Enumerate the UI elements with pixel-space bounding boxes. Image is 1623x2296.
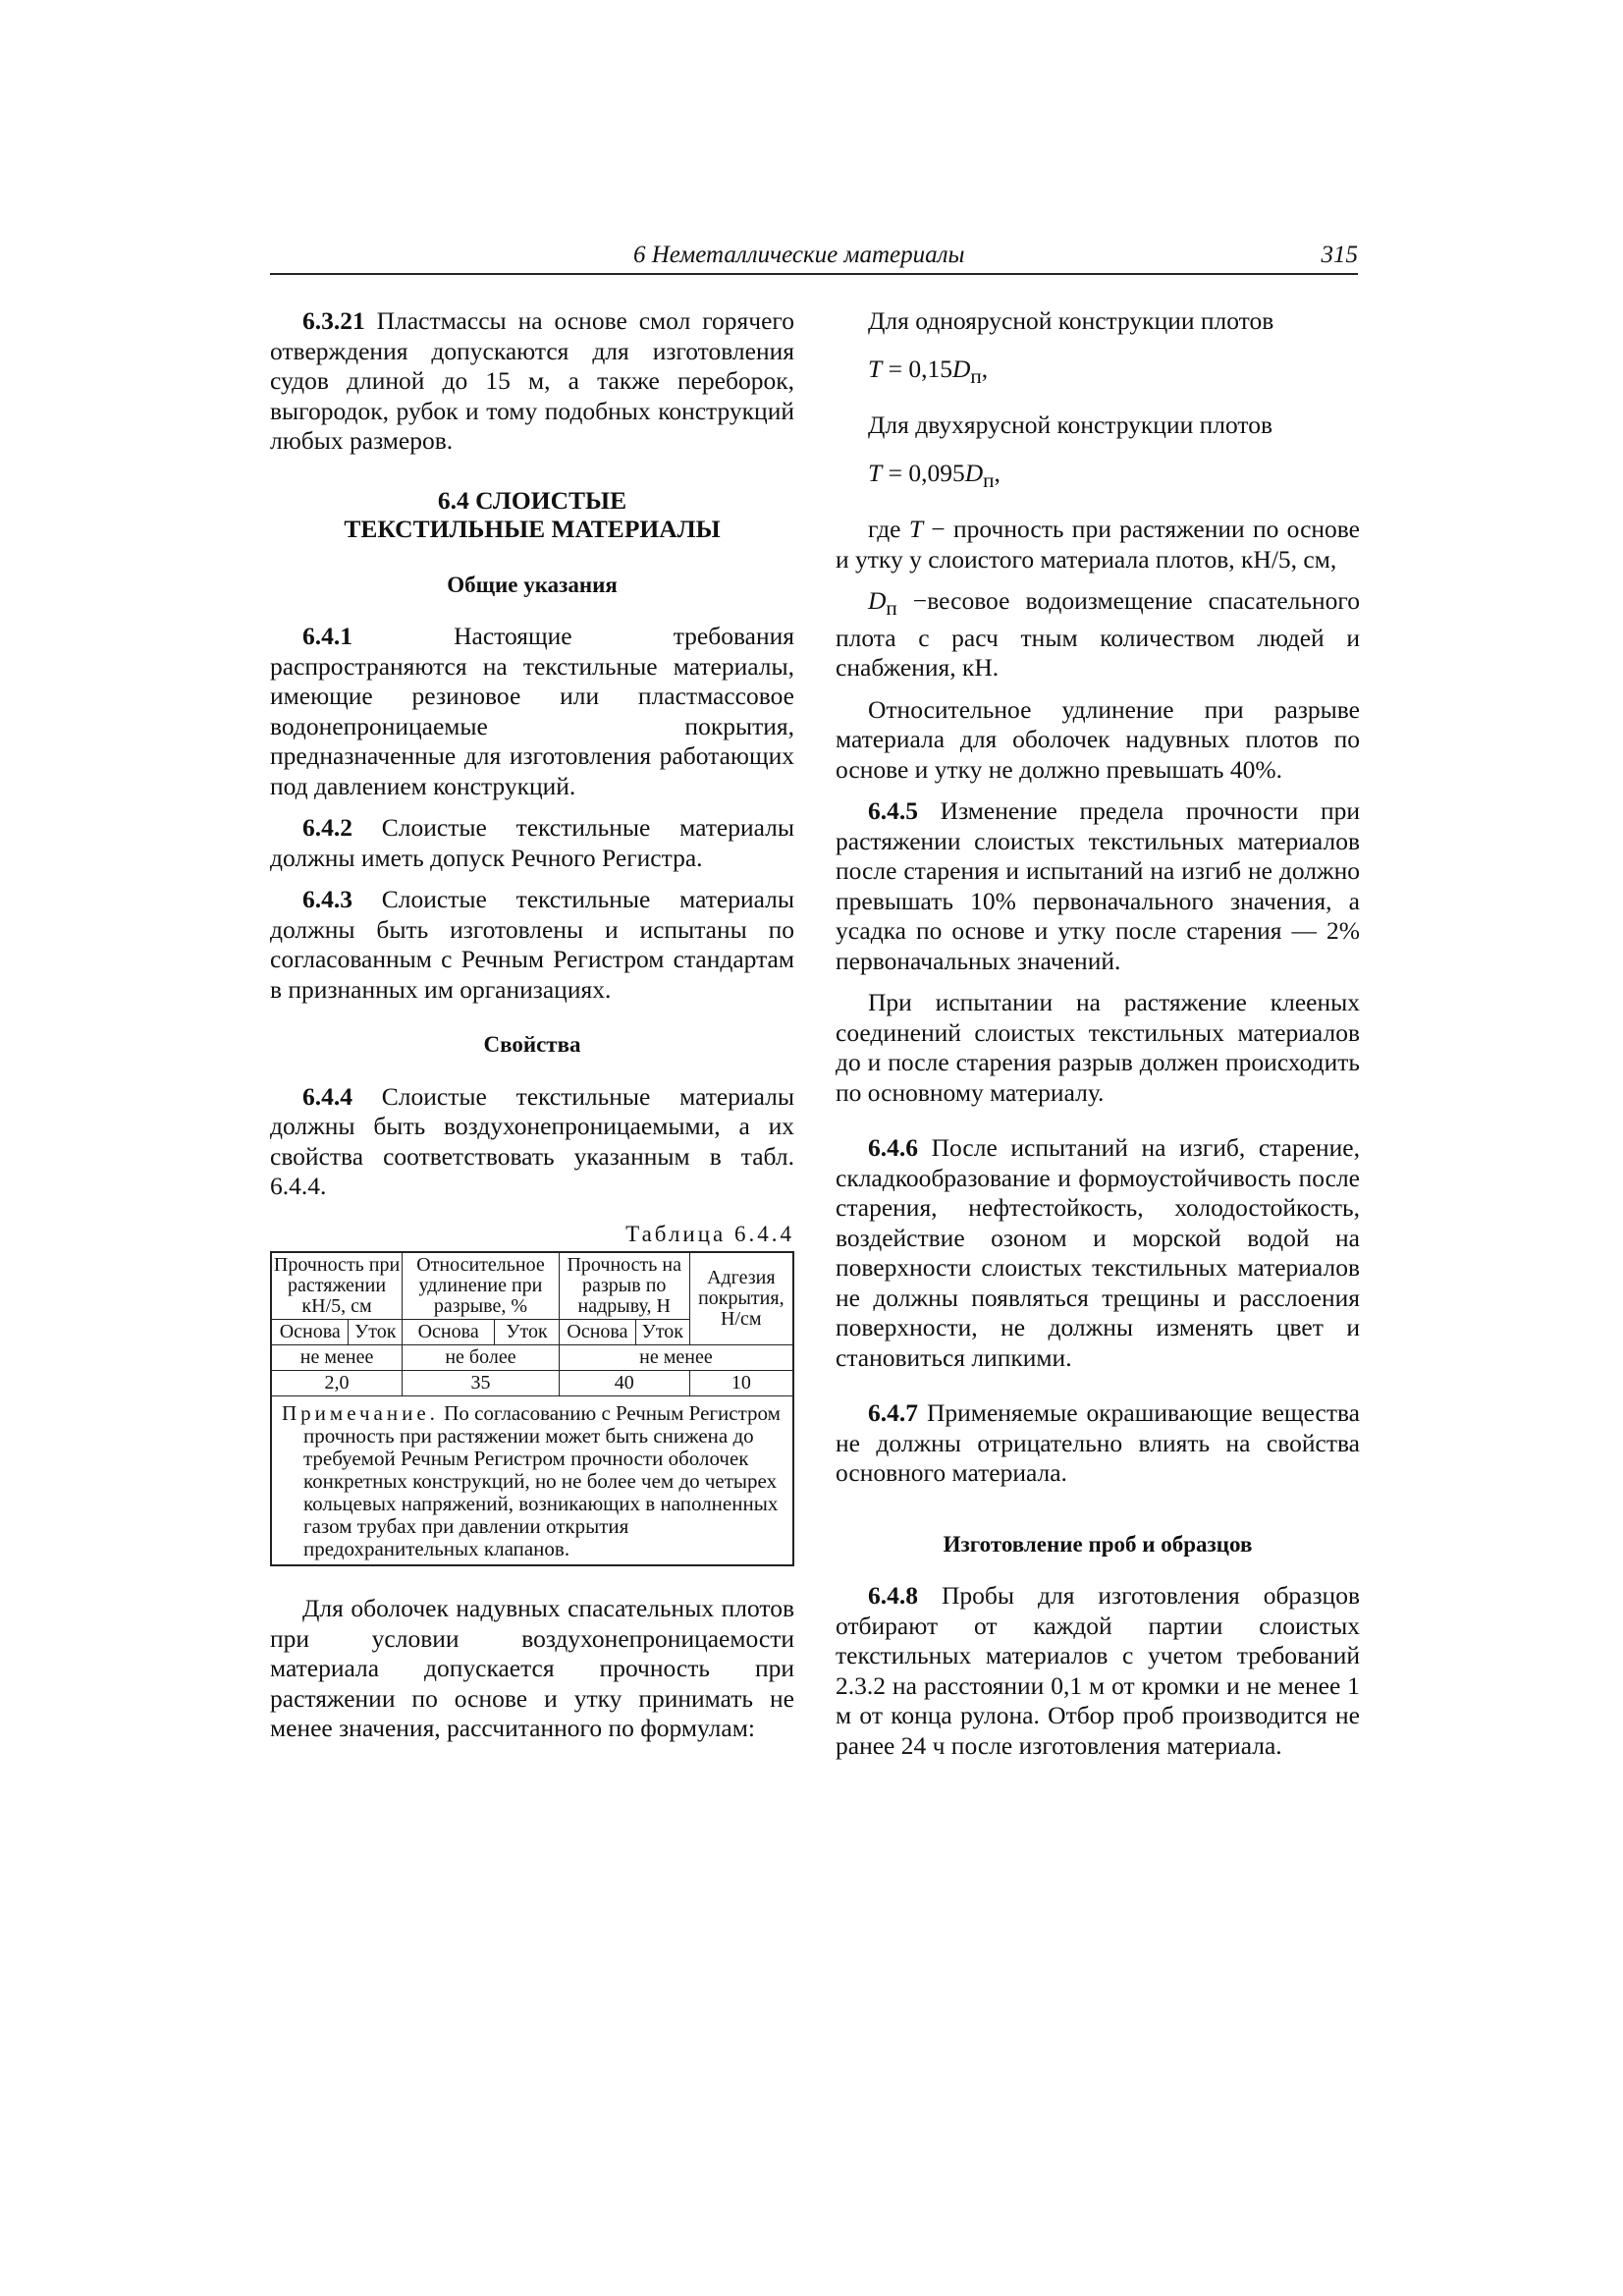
table-note	[271, 1396, 793, 1566]
definition-text: − прочность при растяжении по основе и утку у слоистого материала плотов, кН/5, см,	[836, 515, 1360, 574]
clause-number: 6.3.21	[302, 306, 365, 335]
left-column	[270, 306, 794, 1756]
header-adhesion: Адгезия покрытия, Н/см	[689, 1252, 793, 1345]
subheading-properties: Свойства	[483, 1032, 581, 1057]
formula-variable: D	[868, 586, 887, 616]
table-caption: Таблица 6.4.4	[625, 1221, 794, 1246]
section-heading-line2: ТЕКСТИЛЬНЫЕ МАТЕРИАЛЫ	[344, 514, 721, 543]
subheader-weft: Уток	[495, 1320, 560, 1345]
paragraph-glued: При испытании на растяжение клееных соединений слоистых текстильных материалов до и после старения разрыв должен происходить по основному материалу.	[836, 988, 1360, 1107]
clause-6-4-4	[270, 1082, 794, 1202]
limit-min: не менее	[271, 1345, 403, 1371]
properties-table	[270, 1251, 794, 1566]
clause-number: 6.4.5	[868, 796, 918, 826]
value-adhesion: 10	[689, 1371, 793, 1396]
header-strength: Прочность при растяжении кН/5, см	[271, 1252, 403, 1320]
section-heading-line1: 6.4 СЛОИСТЫЕ	[437, 485, 627, 515]
formula-variable: D	[964, 458, 984, 487]
formula-variable: T	[868, 458, 883, 487]
where-definition-t	[836, 515, 1360, 574]
formula-double-tier	[868, 459, 1360, 496]
table-limits-row	[271, 1345, 793, 1371]
header-elongation: Относительное удлинение при разрыве, %	[403, 1252, 560, 1320]
formula-subscript: п	[983, 467, 995, 492]
page-number: 315	[1321, 242, 1358, 268]
paragraph-rafts: Для оболочек надувных спасательных плотов при условии воздухонепроницаемости материала допускается прочность при растяжении по основе и утку принимать не менее значения, рассчитанного по формулам:	[270, 1594, 794, 1742]
clause-6-4-3	[270, 885, 794, 1005]
section-heading	[270, 486, 794, 543]
clause-6-4-2	[270, 813, 794, 873]
clause-text: После испытаний на изгиб, старение, складкообразование и формоустойчивость после старения, нефтестойкость, холодостойкость, воздействие озоном и морской водой на поверхности слоистых текстильных материалов не должны появляться трещины и расслоения поверхности, не должны изменять цвет и становиться липкими.	[836, 1133, 1360, 1372]
clause-text: Настоящие требования распространяются на текстильные материалы, имеющие резиновое или пластмассовое водонепроницаемые покрытия, предназначенные для изготовления работающих под давлением конструкций.	[270, 622, 794, 800]
clause-number: 6.4.1	[302, 622, 352, 650]
note-text: По согласованию с Речным Регистром прочность при растяжении может быть снижена до требуемой Речным Регистром прочности оболочек конкретных конструкций, но не более чем до четырех кольцевых напряжений, возникающих в наполненных газом трубах при давлении открытия предохранительных клапанов.	[303, 1401, 781, 1560]
formula-coefficient: = 0,15	[882, 354, 952, 383]
clause-6-4-5	[836, 796, 1360, 976]
clause-text: Пробы для изготовления образцов отбирают от каждой партии слоистых текстильных материалов с учетом требований 2.3.2 на расстоянии 0,1 м от кромки и не менее 1 м от конца рулона. Отбор проб производится не ранее 24 ч после изготовления материала.	[836, 1581, 1360, 1760]
running-head-title: 6 Неметаллические материалы	[633, 242, 965, 268]
clause-6-3-21	[270, 306, 794, 457]
subheading-samples: Изготовление проб и образцов	[943, 1531, 1253, 1557]
clause-number: 6.4.8	[868, 1581, 918, 1611]
formula-coefficient: = 0,095	[882, 458, 965, 487]
clause-6-4-8	[836, 1581, 1360, 1761]
definition-text: −весовое водоизмещение спасательного плота с расч тным количеством людей и снабжения, кН.	[836, 586, 1360, 683]
value-elongation: 35	[403, 1371, 560, 1396]
subheader-warp: Основа	[559, 1320, 635, 1345]
note-label: Примечание.	[282, 1401, 439, 1425]
formula-variable: T	[908, 515, 923, 544]
clause-text: Слоистые текстильные материалы должны быть изготовлены и испытаны по согласованным с Речным Регистром стандартам в признанных им организациях.	[270, 885, 794, 1004]
subheader-warp: Основа	[403, 1320, 495, 1345]
subheading-general: Общие указания	[447, 572, 618, 597]
clause-number: 6.4.2	[302, 813, 352, 842]
where-definition-d	[836, 586, 1360, 683]
value-tear: 40	[559, 1371, 689, 1396]
where-lead: где	[868, 515, 909, 544]
limit-min: не менее	[559, 1345, 793, 1371]
formula-single-tier	[868, 355, 1360, 392]
subheader-weft: Уток	[636, 1320, 690, 1345]
clause-number: 6.4.7	[868, 1398, 918, 1428]
right-column	[836, 306, 1360, 1773]
paragraph-elongation: Относительное удлинение при разрыве материала для оболочек надувных плотов по основе и утку не должно превышать 40%.	[836, 694, 1360, 784]
page-header	[270, 240, 1358, 275]
limit-max: не более	[403, 1345, 560, 1371]
table-note-row	[271, 1396, 793, 1566]
subheader-weft: Уток	[349, 1320, 403, 1345]
clause-text: Пластмассы на основе смол горячего отверждения допускаются для изготовления судов длиной до 15 м, а также переборок, выгородок, рубок и тому подобных конструкций любых размеров.	[270, 306, 794, 455]
header-tear: Прочность на разрыв по надрыву, Н	[559, 1252, 689, 1320]
subheader-warp: Основа	[271, 1320, 349, 1345]
single-tier-intro: Для одноярусной конструкции плотов	[868, 306, 1274, 335]
clause-text: Применяемые окрашивающие вещества не должны отрицательно влиять на свойства основного материала.	[836, 1398, 1360, 1488]
clause-text: Слоистые текстильные материалы должны быть воздухонепроницаемыми, а их свойства соответствовать указанным в табл. 6.4.4.	[270, 1081, 794, 1200]
formula-punct: ,	[981, 354, 989, 383]
clause-text: Изменение предела прочности при растяжении слоистых текстильных материалов после старения и испытаний на изгиб не должно превышать 10% первоначального значения, а усадка по основе и утку после старения — 2% первоначальных значений.	[836, 796, 1360, 975]
formula-variable: D	[951, 354, 971, 383]
formula-subscript: п	[970, 363, 982, 388]
formula-variable: T	[868, 354, 883, 383]
table-header-row	[271, 1252, 793, 1320]
formula-punct: ,	[994, 458, 1001, 487]
value-strength: 2,0	[271, 1371, 403, 1396]
clause-text: Слоистые текстильные материалы должны иметь допуск Речного Регистра.	[270, 813, 794, 872]
clause-6-4-6	[836, 1133, 1360, 1373]
formula-subscript: п	[886, 596, 897, 621]
clause-number: 6.4.6	[868, 1133, 918, 1163]
clause-number: 6.4.3	[302, 885, 352, 913]
clause-6-4-1	[270, 622, 794, 801]
double-tier-intro: Для двухярусной конструкции плотов	[868, 410, 1273, 440]
clause-6-4-7	[836, 1398, 1360, 1489]
clause-number: 6.4.4	[302, 1081, 352, 1111]
table-values-row	[271, 1371, 793, 1396]
